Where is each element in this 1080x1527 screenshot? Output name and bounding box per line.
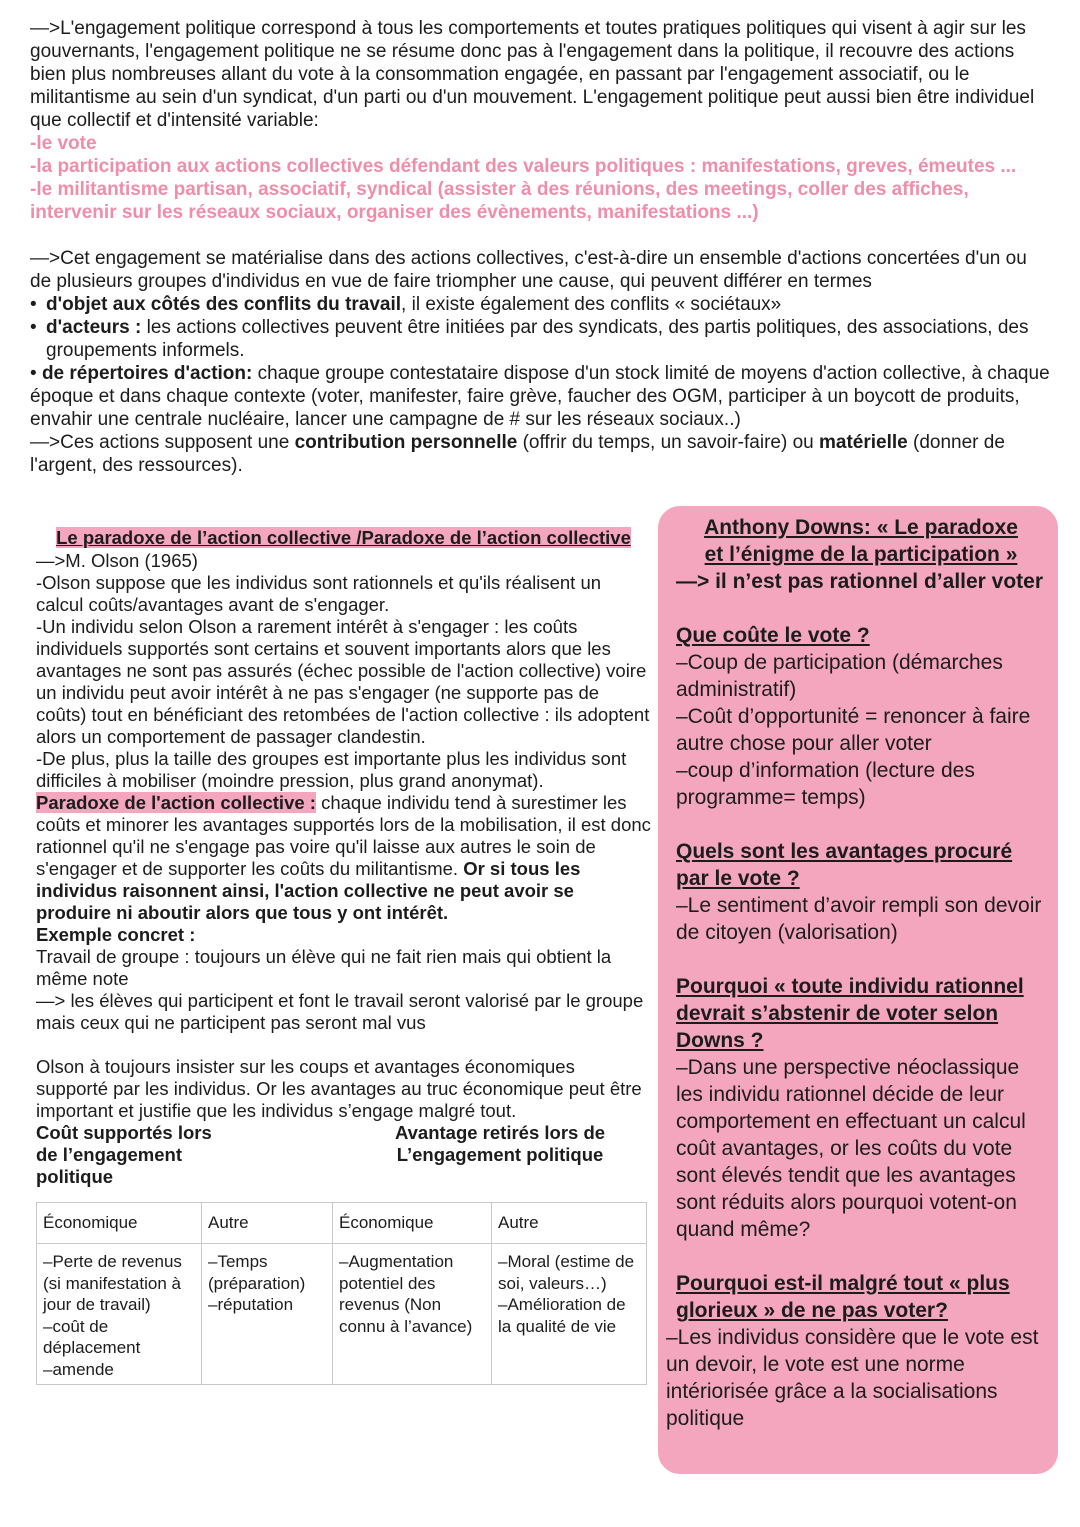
- downs-panel: [658, 506, 1058, 1474]
- intro-paragraph-1: —>L'engagement politique correspond à tous les comportements et toutes pratiques politiques qui visent à agir sur les gouvernants, l'engagement politique ne se résume donc pas à l'engagement dans la politique, il recouvre des actions bien plus nombreuses allant du vote à la consommation engagée, en passant par l'engagement associatif, ou le militantisme au sein d'un syndicat, d'un parti ou d'un mouvement. L'engagement politique peut aussi bien être individuel que collectif et d'intensité variable:: [30, 18, 1035, 131]
- olson-point-1: -Olson suppose que les individus sont rationnels et qu'ils réalisent un calcul coûts/avantages avant de s'engager.: [36, 572, 602, 615]
- olson-ref: —>M. Olson (1965): [36, 550, 198, 571]
- table-cell: –Augmentation potentiel des revenus (Non connu à l’avance): [333, 1244, 492, 1385]
- question-glorious: Pourquoi est-il malgré tout « plus glorieux » de ne pas voter?: [676, 1272, 1010, 1322]
- bullet-objet-text: , il existe également des conflits « sociétaux»: [401, 294, 782, 315]
- answer-cost-1: –Coup de participation (démarches administratif): [676, 651, 1003, 701]
- question-abstain: Pourquoi « toute individu rationnel devrait s’abstenir de voter selon Downs ?: [676, 975, 1024, 1052]
- bullet-repertoires: • de répertoires d'action: chaque groupe contestataire dispose d'un stock limité de moyens d'action collective, à chaque époque et dans chaque contexte (voter, manifester, faire grève, faucher des OGM, participer à un boycott de produits, envahir une centrale nucléaire, lancer une campagne de # sur les réseaux sociaux..): [30, 363, 1050, 430]
- intro-paragraph-2: —>Cet engagement se matérialise dans des actions collectives, c'est-à-dire un ensemble d'actions concertées d'un ou de plusieurs groupes d'individus en vue de faire triompher une cause, qui peuvent différer en termes: [30, 248, 1027, 292]
- p3-part-a: —>Ces actions supposent une: [30, 432, 295, 453]
- answer-abstain: –Dans une perspective néoclassique les individu rationnel décide de leur comportement en effectuant un calcul coût avantages, or les coûts du vote sont élevés tendit que les avantages sont réduits alors pourquoi votent-on quand même?: [676, 1056, 1026, 1241]
- olson-title-text: Le paradoxe de l’action collective /Paradoxe de l’action collective: [56, 527, 631, 548]
- bullet-acteurs-text: les actions collectives peuvent être initiées par des syndicats, des partis politiques, des associations, des groupements informels.: [46, 317, 1029, 361]
- table-group-headers: [36, 1122, 651, 1188]
- p3-part-e: (donner de l'argent, des ressources).: [30, 432, 1005, 476]
- question-cost: Que coûte le vote ?: [676, 624, 870, 647]
- paradox-highlight: Paradoxe de l'action collective :: [36, 792, 316, 813]
- table-header-cell: Économique: [37, 1203, 202, 1244]
- table-header-row: [37, 1203, 647, 1244]
- olson-point-3: -De plus, plus la taille des groupes est importante plus les individus sont difficiles à mobiliser (moindre pression, plus grand anonymat).: [36, 748, 627, 791]
- answer-cost-3: –coup d’information (lecture des programme= temps): [676, 759, 975, 809]
- cost-header: Coût supportés lors de l’engagement politique: [36, 1122, 212, 1187]
- question-advantages: Quels sont les avantages procuré par le vote ?: [676, 840, 1013, 890]
- answer-advantages: –Le sentiment d’avoir rempli son devoir de citoyen (valorisation): [676, 894, 1042, 944]
- downs-intro: —> il n’est pas rationnel d’aller voter: [676, 570, 1044, 593]
- bullet-dot: •: [30, 294, 37, 315]
- advantage-header: Avantage retirés lors de L’engagement politique: [394, 1122, 606, 1165]
- intro-section: [30, 17, 1050, 477]
- bullet-acteurs: [30, 316, 1050, 362]
- pink-item-vote: -le vote: [30, 133, 97, 154]
- example-title: Exemple concret :: [36, 924, 196, 945]
- cost-advantage-table: [36, 1202, 647, 1385]
- table-header-cell: Autre: [492, 1203, 647, 1244]
- olson-section: [36, 526, 651, 1385]
- olson-note: Olson à toujours insister sur les coups et avantages économiques supporté par les individus. Or les avantages au truc économique peut être important et justifie que les individus s’engage malgré tout.: [36, 1056, 642, 1121]
- table-header-cell: Économique: [333, 1203, 492, 1244]
- answer-glorious: –Les individus considère que le vote est un devoir, le vote est une norme intériorisée grâce a la socialisations politique: [666, 1326, 1039, 1430]
- pink-item-militantism: -le militantisme partisan, associatif, syndical (assister à des réunions, des meetings, coller des affiches, intervenir sur les réseaux sociaux, organiser des évènements, manifestations ...): [30, 179, 969, 223]
- olson-title: [36, 526, 651, 550]
- p3-contribution: contribution personnelle: [294, 432, 518, 453]
- bullet-objet: [30, 293, 1050, 316]
- bullet-objet-bold: d'objet aux côtés des conflits du travail: [46, 294, 402, 315]
- example-line-1: Travail de groupe : toujours un élève qui ne fait rien mais qui obtient la même note: [36, 946, 612, 989]
- p3-part-c: (offrir du temps, un savoir-faire) ou: [517, 432, 819, 453]
- olson-point-2: -Un individu selon Olson a rarement intérêt à s'engager : les coûts individuels supportés sont certains et souvent importants alors que les avantages ne sont pas assurés (échec possible de l'action collective) voire un individu peut avoir intérêt à ne pas s'engager (ne supporte pas de coûts) tout en bénéficiant des retombées de l'action collective : ils adoptent alors un comportement de passager clandestin.: [36, 616, 650, 747]
- table-cell: –Moral (estime de soi, valeurs…) –Amélioration de la qualité de vie: [492, 1244, 647, 1385]
- downs-title: Anthony Downs: « Le paradoxe et l’énigme de la participation »: [704, 516, 1018, 566]
- table-row: [37, 1244, 647, 1385]
- bullet-dot: •: [30, 317, 37, 338]
- answer-cost-2: –Coût d’opportunité = renoncer à faire autre chose pour aller voter: [676, 705, 1031, 755]
- table-cell: –Perte de revenus (si manifestation à jour de travail) –coût de déplacement –amende: [37, 1244, 202, 1385]
- bullet-repertoires-bold: de répertoires d'action:: [41, 363, 253, 384]
- example-line-2: —> les élèves qui participent et font le travail seront valorisé par le groupe mais ceux qui ne participent pas seront mal vus: [36, 990, 644, 1033]
- paradox-definition: [36, 792, 651, 924]
- intro-paragraph-3: [30, 431, 1050, 477]
- paradox-conclusion: Or si tous les individus raisonnent ainsi, l'action collective ne peut avoir se produire ni aboutir alors que tous y ont intérêt.: [36, 858, 581, 923]
- bullet-acteurs-bold: d'acteurs :: [46, 317, 142, 338]
- p3-materielle: matérielle: [818, 432, 908, 453]
- table-header-cell: Autre: [202, 1203, 333, 1244]
- paradox-text: chaque individu tend à surestimer les coûts et minorer les avantages supportés lors de la mobilisation, il est donc rationnel qu'il ne s'engage pas voire qu'il laisse aux autres le soin de s'engager et de supporter les coûts du militantisme.: [36, 792, 651, 879]
- table-cell: –Temps (préparation) –réputation: [202, 1244, 333, 1385]
- bullet-repertoires-text: chaque groupe contestataire dispose d'un stock limité de moyens d'action collective, à chaque époque et dans chaque contexte (voter, manifester, faire grève, faucher des OGM, participer à un boycott de produits, envahir une centrale nucléaire, lancer une campagne de # sur les réseaux sociaux..): [30, 363, 1050, 430]
- pink-item-collective-actions: -la participation aux actions collectives défendant des valeurs politiques : manifestations, greves, émeutes ...: [30, 156, 1017, 177]
